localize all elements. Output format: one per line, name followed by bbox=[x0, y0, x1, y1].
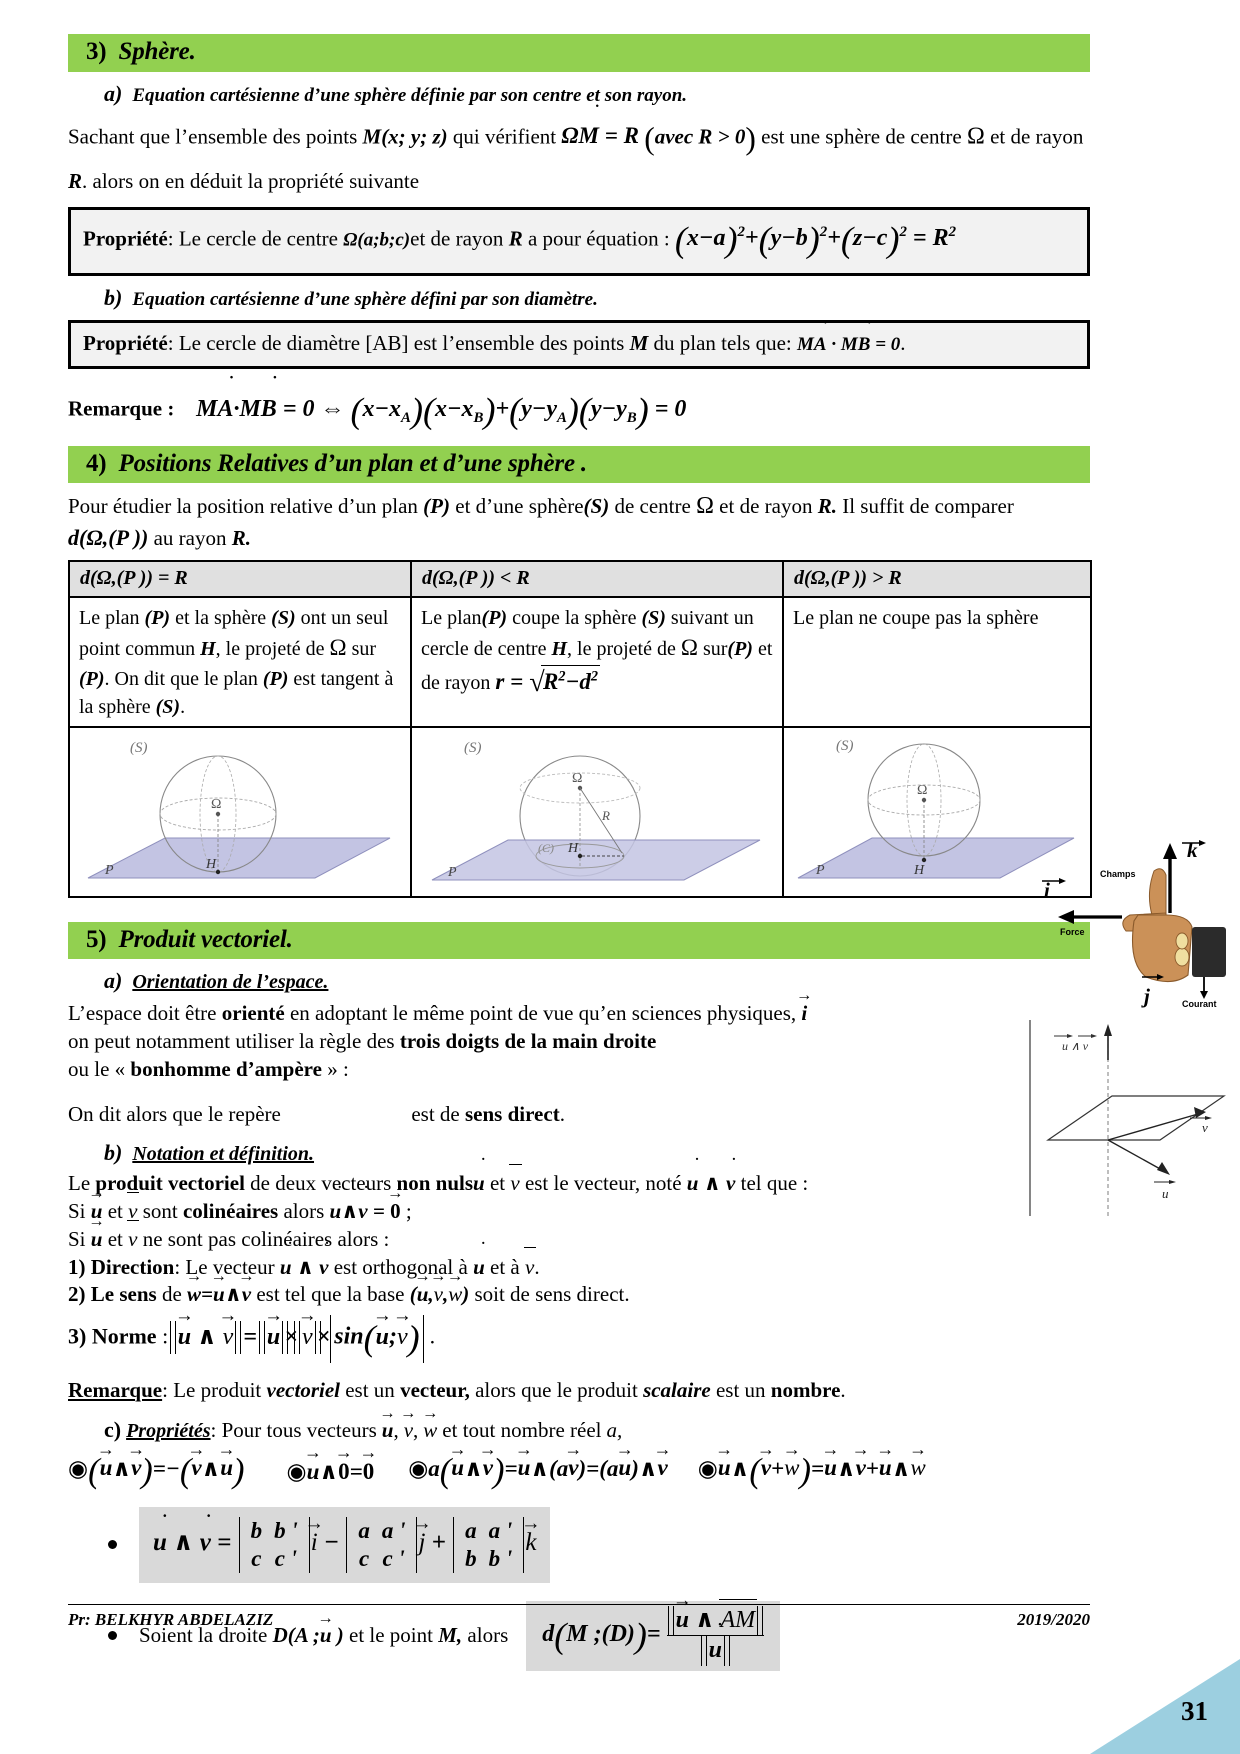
prop-scalar-a: a, bbox=[606, 1417, 623, 1442]
prop-vector-u: u → bbox=[382, 1418, 394, 1443]
page-content bbox=[68, 34, 1090, 1671]
pv-l1-v: v bbox=[510, 1170, 519, 1198]
pv-l5-w: w →=u →∧v → bbox=[187, 1282, 251, 1306]
determinant-matrix-1: b b ' c c ' bbox=[238, 1517, 311, 1573]
cell1-t8: . bbox=[180, 696, 186, 719]
pv-l1-b1: produit vectoriel bbox=[95, 1171, 245, 1196]
table-cell-figure-tangent bbox=[69, 727, 411, 897]
cell2-H: H bbox=[551, 638, 568, 661]
table-cell-tangent bbox=[69, 597, 411, 727]
dist-t2: et le point bbox=[349, 1623, 433, 1648]
sphere-point-M: M(x; y; z) bbox=[362, 124, 448, 149]
sphere-intro-text-5: . alors on en déduit la propriété suivante bbox=[82, 168, 420, 193]
subsection-5a-title: Orientation de l’espace. bbox=[132, 971, 329, 994]
pv-l1-b2: non nuls bbox=[396, 1171, 474, 1196]
positions-text-3: de centre bbox=[614, 494, 691, 519]
repere-direct-line bbox=[68, 1097, 1090, 1131]
remark2-t2: est un bbox=[345, 1377, 395, 1402]
pv-l2-t3: sont bbox=[142, 1199, 178, 1224]
remark2-t5: . bbox=[840, 1377, 846, 1402]
property-box-diameter-equation: Propriété: Le cercle de diamètre [AB] est l’ensemble des points M du plan tels que: MA ˙ · MB ˙ = 0. bbox=[68, 320, 1090, 370]
pv-l4-v: v bbox=[525, 1254, 534, 1282]
table-cell-figure-secant bbox=[411, 727, 783, 897]
hand-figure-svg bbox=[1042, 835, 1232, 1020]
determinant-formula-row bbox=[68, 1507, 1090, 1583]
remark-vectoriel-scalaire bbox=[68, 1373, 1090, 1407]
dist-t3: alors bbox=[467, 1623, 509, 1648]
subsection-5c-heading: c) Propriétés: Pour tous vecteurs u →, v →, w → et tout nombre réel a, bbox=[104, 1417, 1090, 1443]
cell1-S2: (S) bbox=[155, 696, 181, 719]
pv-l2-t4: alors bbox=[283, 1199, 325, 1224]
subsection-3a-title: Equation cartésienne d’une sphère définie par son centre et son rayon. bbox=[132, 84, 688, 106]
footer-author: Pr: BELKHYR ABDELAZIZ bbox=[68, 1610, 274, 1629]
positions-text-4: et de rayon bbox=[719, 494, 813, 519]
subsection-3b-label: b) bbox=[104, 284, 123, 310]
positions-intro-paragraph bbox=[68, 491, 1090, 552]
sphere-intro-text-3: est une sphère de centre bbox=[761, 124, 962, 149]
subsection-5b-title: Notation et définition. bbox=[132, 1143, 315, 1166]
cell3-t1: Le plan ne coupe pas la sphère bbox=[793, 606, 1039, 629]
repere-t1: On dit alors que le repère bbox=[68, 1102, 281, 1127]
cell2-t1: Le plan bbox=[421, 606, 482, 629]
page-corner-decoration bbox=[1090, 1659, 1240, 1754]
cell1-H: H bbox=[200, 638, 216, 661]
property-1-text-2: et de rayon bbox=[410, 226, 504, 251]
pv-l2-t5: ; bbox=[405, 1199, 412, 1224]
subsection-5c-intro-2: et tout nombre réel bbox=[442, 1417, 602, 1442]
pv-l4-t2: est orthogonal à bbox=[333, 1254, 468, 1279]
dist-t1: Soient la droite bbox=[139, 1623, 268, 1648]
property-1-text-1: : Le cercle de centre bbox=[167, 226, 338, 251]
svg-text:(S): (S) bbox=[836, 737, 854, 754]
table-cell-secant bbox=[411, 597, 783, 727]
property-2-text-1: : Le cercle de diamètre [AB] est l’ensemble des points bbox=[167, 330, 625, 355]
label-vector-k: k bbox=[1187, 838, 1198, 862]
cell2-omega: Ω bbox=[680, 635, 698, 661]
remark2-i2: scalaire bbox=[643, 1377, 711, 1402]
property-zero: ◉u →∧0 →=0 → bbox=[287, 1458, 375, 1485]
pv-l6-t1: : bbox=[162, 1323, 169, 1349]
pv-l4-u: u ˙ bbox=[473, 1254, 485, 1282]
pv-l2-v: v bbox=[128, 1198, 137, 1226]
svg-text:Ω: Ω bbox=[572, 770, 583, 786]
bullet-dot-icon bbox=[108, 1540, 117, 1549]
label-champs: Champs bbox=[1100, 869, 1136, 879]
orientation-t3: on peut notamment utiliser la règle des bbox=[68, 1029, 395, 1054]
svg-text:P: P bbox=[448, 864, 457, 880]
label-u-cross-v: u ∧ v bbox=[1062, 1039, 1089, 1053]
svg-text:(S): (S) bbox=[464, 739, 482, 756]
remark-label: Remarque : bbox=[68, 396, 175, 421]
pv-l1-uv: u ˙ ∧ v ˙ bbox=[687, 1171, 736, 1195]
pv-l4-uv: u ˙ ∧ v ˙ bbox=[280, 1255, 329, 1279]
cell2-t2: coupe la sphère bbox=[512, 606, 637, 629]
remark-equation: MA ˙·MB ˙ = 0 ⇔ $(x-x_A)(x-x_B)+(y-y_A)(y-y_B) = 0$ bbox=[190, 396, 686, 422]
distance-denominator: u ˙ bbox=[667, 1636, 765, 1665]
pv-l3-t2: et bbox=[107, 1226, 123, 1251]
cell1-omega: Ω bbox=[329, 635, 347, 661]
positions-text-5: Il suffit de comparer bbox=[842, 494, 1014, 519]
pv-l4-t3: et à bbox=[490, 1254, 520, 1279]
section-4-title: Positions Relatives d’un plan et d’une sphère . bbox=[118, 449, 587, 477]
page-number: 31 bbox=[1181, 1696, 1208, 1726]
cell2-t3: suivant un cercle de centre bbox=[421, 606, 754, 661]
pv-line-2 bbox=[68, 1198, 888, 1226]
table-figure-row bbox=[69, 727, 1091, 897]
pv-l5-n: 2) bbox=[68, 1282, 86, 1307]
subsection-3b-title: Equation cartésienne d’une sphère défini par son diamètre. bbox=[132, 288, 598, 310]
pv-l2-t2: et bbox=[107, 1199, 123, 1224]
table-header-row bbox=[69, 561, 1091, 597]
label-vector-j: j bbox=[1144, 984, 1150, 1008]
remark2-t4: est un bbox=[715, 1377, 766, 1402]
section-banner-positions bbox=[68, 446, 1090, 484]
svg-text:(S): (S) bbox=[130, 739, 148, 756]
cell1-S: (S) bbox=[271, 606, 296, 629]
sphere-intro-paragraph: Sachant que l’ensemble des points M(x; y; z) qui vérifient ΩM ˙ = R (avec R > 0) est une sphère de centre Ω et de rayon R. alors on en déduit la propriété suivante bbox=[68, 113, 1090, 198]
sphere-center-omega: Ω bbox=[966, 123, 985, 150]
pv-l2-u: u → bbox=[91, 1198, 103, 1226]
pv-l5-b: Le sens bbox=[90, 1282, 157, 1307]
pv-l1-u: u ˙ bbox=[473, 1170, 485, 1198]
cell1-t5: sur bbox=[351, 638, 377, 661]
section-5-title: Produit vectoriel. bbox=[118, 925, 293, 953]
table-header-equal: d(Ω,(P )) = R bbox=[69, 561, 411, 597]
svg-text:Ω: Ω bbox=[211, 796, 222, 812]
pv-l1-t3: et bbox=[489, 1171, 506, 1196]
pv-l4-b: Direction bbox=[90, 1254, 175, 1279]
cell2-t5: sur bbox=[702, 638, 728, 661]
table-header-greater: d(Ω,(P )) > R bbox=[783, 561, 1091, 597]
footer-year: 2019/2020 bbox=[1017, 1610, 1090, 1629]
dist-M: M, bbox=[438, 1623, 463, 1648]
prop-vector-v: v → bbox=[404, 1418, 413, 1443]
pv-l2-eq: u ˙∧v ˙ = 0 → bbox=[330, 1199, 401, 1223]
svg-text:R: R bbox=[602, 807, 610, 823]
pv-l3-t1: Si bbox=[68, 1226, 86, 1251]
property-distributive: ◉u →∧(v →+w →)=u →∧v →+u →∧w → bbox=[698, 1452, 926, 1491]
section-3-title: Sphère. bbox=[118, 38, 196, 65]
property-1-center: Ω(a;b;c) bbox=[343, 229, 411, 251]
remark2-b2: nombre bbox=[770, 1377, 841, 1402]
sphere-intro-text-4: et de rayon bbox=[990, 124, 1084, 149]
sphere-radius-condition: avec R > 0 bbox=[654, 124, 746, 149]
cell1-P3: (P) bbox=[262, 667, 289, 690]
pv-l6-t2: . bbox=[429, 1323, 436, 1349]
label-vector-i: i bbox=[1044, 878, 1050, 902]
determinant-formula-box bbox=[139, 1507, 550, 1583]
subsection-5a-label: a) bbox=[104, 968, 123, 994]
pv-l6-b: Norme bbox=[91, 1323, 157, 1349]
pv-l1-t5: tel que : bbox=[740, 1171, 809, 1196]
footer-divider bbox=[68, 1604, 1090, 1605]
orientation-vector-i: i → bbox=[801, 1000, 807, 1028]
determinant-matrix-3: a a ' b b ' bbox=[452, 1517, 525, 1573]
svg-text:P: P bbox=[105, 862, 114, 878]
remark2-i1: vectoriel bbox=[266, 1377, 340, 1402]
section-banner-sphere bbox=[68, 34, 1090, 72]
property-2-label: Propriété bbox=[83, 330, 168, 355]
positions-plane-P: (P) bbox=[423, 494, 450, 519]
orientation-t4: ou le « bbox=[68, 1056, 126, 1081]
positions-text-2: et d’une sphère bbox=[455, 494, 584, 519]
subsection-5c-label: c) bbox=[104, 1416, 122, 1442]
pv-l2-b: colinéaires bbox=[182, 1199, 279, 1224]
subsection-3b-heading bbox=[104, 285, 1090, 311]
pv-line-1 bbox=[68, 1170, 888, 1198]
properties-row bbox=[68, 1452, 1090, 1491]
figure-secant-plane bbox=[412, 728, 782, 896]
svg-text:H: H bbox=[914, 862, 925, 878]
cell1-t3: ont un seul point commun bbox=[79, 606, 389, 661]
dist-D: D(A ;u → ) bbox=[273, 1623, 344, 1647]
subsection-5b-heading bbox=[104, 1140, 1090, 1166]
positions-radius-R2: R. bbox=[231, 526, 251, 550]
sphere-equation-omega-m: ΩM ˙ = R bbox=[561, 123, 639, 148]
pv-l1-t4: est le vecteur, noté bbox=[524, 1171, 682, 1196]
cross-product-figure bbox=[1012, 1020, 1232, 1225]
right-hand-rule-figure bbox=[1042, 835, 1232, 1020]
figure-tangent-plane bbox=[70, 728, 410, 896]
property-1-radius: R bbox=[508, 226, 523, 251]
svg-text:P: P bbox=[816, 862, 825, 878]
property-2-point-M: M bbox=[629, 330, 649, 355]
determinant-matrix-2: a a ' c c ' bbox=[345, 1517, 418, 1573]
property-1-text-3: a pour équation : bbox=[527, 226, 670, 251]
orientation-paragraph bbox=[68, 1000, 868, 1083]
property-2-text-2: du plan tels que: bbox=[653, 330, 792, 355]
subsection-3a-label: a) bbox=[104, 80, 123, 106]
cell1-t6: . On dit que le plan bbox=[104, 667, 258, 690]
cell2-P2: (P) bbox=[727, 638, 753, 661]
svg-text:H: H bbox=[568, 840, 579, 856]
page-footer bbox=[68, 1610, 1090, 1630]
remark2-t1: : Le produit bbox=[162, 1377, 262, 1402]
cell1-P: (P) bbox=[144, 606, 171, 629]
cell1-t1: Le plan bbox=[79, 606, 140, 629]
remark2-label: Remarque bbox=[68, 1377, 163, 1402]
pv-l5-t2: est tel que la base bbox=[256, 1282, 405, 1307]
prop-vector-w: w → bbox=[423, 1418, 437, 1443]
pv-l3-v: v bbox=[128, 1226, 137, 1254]
property-scalar: ◉a(u →∧v →)=u →∧(av →)=(au →)∧v → bbox=[408, 1452, 668, 1491]
sphere-radius-R: R bbox=[68, 168, 83, 193]
pv-l6-eq: u → ∧ v → = u → × v → × sin(u →;v →) bbox=[174, 1324, 430, 1350]
pv-l5-t3: soit de sens direct. bbox=[474, 1282, 630, 1307]
section-5-number: 5) bbox=[86, 925, 107, 953]
pv-l1-t1: Le bbox=[68, 1171, 91, 1196]
orientation-t2: en adoptant le même point de vue qu’en sciences physiques, bbox=[289, 1001, 797, 1026]
section-banner-produit-vectoriel bbox=[68, 922, 1090, 960]
label-courant: Courant bbox=[1182, 999, 1217, 1009]
distance-formula: d(M ;(D))= $\frac{u \to \wedge AM}{u}$ ˙ bbox=[542, 1621, 764, 1647]
positions-text-1: Pour étudier la position relative d’un plan bbox=[68, 494, 418, 519]
distance-numerator: u → ∧ AM bbox=[667, 1607, 765, 1637]
pv-l4-t4: . bbox=[534, 1254, 540, 1279]
svg-text:H: H bbox=[206, 856, 217, 872]
subsection-5a-heading bbox=[104, 968, 1090, 994]
determinant-formula: u ˙ ∧ v ˙ = b b ' c c ' i → − a a ' c c ' j → + a a ' b b ' k → bbox=[153, 1529, 536, 1556]
cell2-P: (P) bbox=[481, 606, 508, 629]
subsection-5c-title: Propriétés bbox=[126, 1419, 211, 1442]
repere-t2: est de bbox=[411, 1102, 460, 1127]
cell1-t7: est tangent à la sphère bbox=[79, 667, 394, 719]
property-1-equation: $(x-a)^2+(y-b)^2+(z-c)^2 = R^2$ bbox=[674, 219, 957, 260]
pv-l4-t1: : Le vecteur bbox=[174, 1254, 275, 1279]
repere-t3: . bbox=[559, 1102, 565, 1127]
pv-l5-base: (u →,v →,w →) bbox=[410, 1282, 470, 1306]
pv-line-6-norme bbox=[68, 1315, 888, 1363]
repere-b: sens direct bbox=[465, 1102, 560, 1127]
positions-comparison-table bbox=[68, 560, 1092, 898]
orientation-b3: bonhomme d’ampère bbox=[130, 1056, 322, 1081]
property-anticommutative: ◉(u →∧v →)=−(v →∧u →) bbox=[68, 1452, 245, 1491]
property-1-label: Propriété bbox=[83, 226, 168, 251]
pv-l3-t3: ne sont pas colinéaires alors : bbox=[142, 1226, 390, 1251]
svg-text:(C): (C) bbox=[538, 840, 554, 855]
orientation-t1: L’espace doit être bbox=[68, 1001, 217, 1026]
notation-definition-block bbox=[68, 1170, 888, 1362]
cell2-t6: et de rayon bbox=[421, 638, 773, 694]
positions-text-6: au rayon bbox=[153, 526, 227, 550]
table-header-less: d(Ω,(P )) < R bbox=[411, 561, 783, 597]
label-vector-u-fig: u bbox=[1162, 1186, 1169, 1201]
remark2-b1: vecteur, bbox=[400, 1377, 470, 1402]
cell2-t4: , le projeté de bbox=[567, 638, 676, 661]
pv-l1-t2: de deux vecteurs bbox=[250, 1171, 392, 1196]
remark2-t3: alors que le produit bbox=[475, 1377, 638, 1402]
cell2-radius-formula: r = √ $R^2-d^2$ bbox=[495, 669, 600, 694]
sphere-intro-text-2: qui vérifient bbox=[452, 124, 557, 149]
pv-l6-n: 3) bbox=[68, 1323, 87, 1349]
sphere-intro-text-1: Sachant que l’ensemble des points bbox=[68, 124, 358, 149]
cross-product-svg bbox=[1012, 1020, 1232, 1225]
subsection-5c-intro-1: : Pour tous vecteurs bbox=[210, 1417, 377, 1442]
cell1-t2: et la sphère bbox=[175, 606, 267, 629]
positions-distance-d: d(Ω,(P )) bbox=[68, 525, 149, 550]
property-2-equation: MA ˙ · MB ˙ = 0 bbox=[797, 334, 900, 355]
subsection-5b-label: b) bbox=[104, 1140, 123, 1166]
label-force: Force bbox=[1060, 927, 1085, 937]
pv-line-3 bbox=[68, 1226, 888, 1254]
cell1-t4: , le projeté de bbox=[215, 638, 325, 661]
table-text-row bbox=[69, 597, 1091, 727]
pv-l2-t1: Si bbox=[68, 1199, 86, 1224]
table-cell-no-intersection bbox=[783, 597, 1091, 727]
cell1-P2: (P) bbox=[79, 667, 105, 690]
section-3-number: 3) bbox=[86, 38, 107, 65]
remark-diameter bbox=[68, 381, 1090, 439]
label-vector-v-fig: v bbox=[1202, 1120, 1208, 1135]
figure-tangent-svg bbox=[70, 728, 408, 896]
orientation-t5: » : bbox=[327, 1056, 349, 1081]
cell2-S: (S) bbox=[641, 606, 666, 629]
pv-l5-t1: de bbox=[161, 1282, 182, 1307]
pv-l4-n: 1) bbox=[68, 1254, 86, 1279]
bullet-dot-icon-2 bbox=[108, 1631, 117, 1640]
positions-omega: Ω bbox=[696, 493, 714, 520]
pv-l3-u: u → bbox=[91, 1226, 103, 1254]
svg-text:Ω: Ω bbox=[917, 782, 928, 798]
positions-radius-R: R. bbox=[817, 494, 837, 519]
positions-sphere-S: (S) bbox=[583, 494, 610, 519]
orientation-b1: orienté bbox=[221, 1001, 285, 1026]
section-4-number: 4) bbox=[86, 449, 107, 477]
property-box-cartesian-equation bbox=[68, 207, 1090, 276]
orientation-b2: trois doigts de la main droite bbox=[399, 1029, 657, 1054]
figure-secant-svg bbox=[412, 728, 780, 896]
